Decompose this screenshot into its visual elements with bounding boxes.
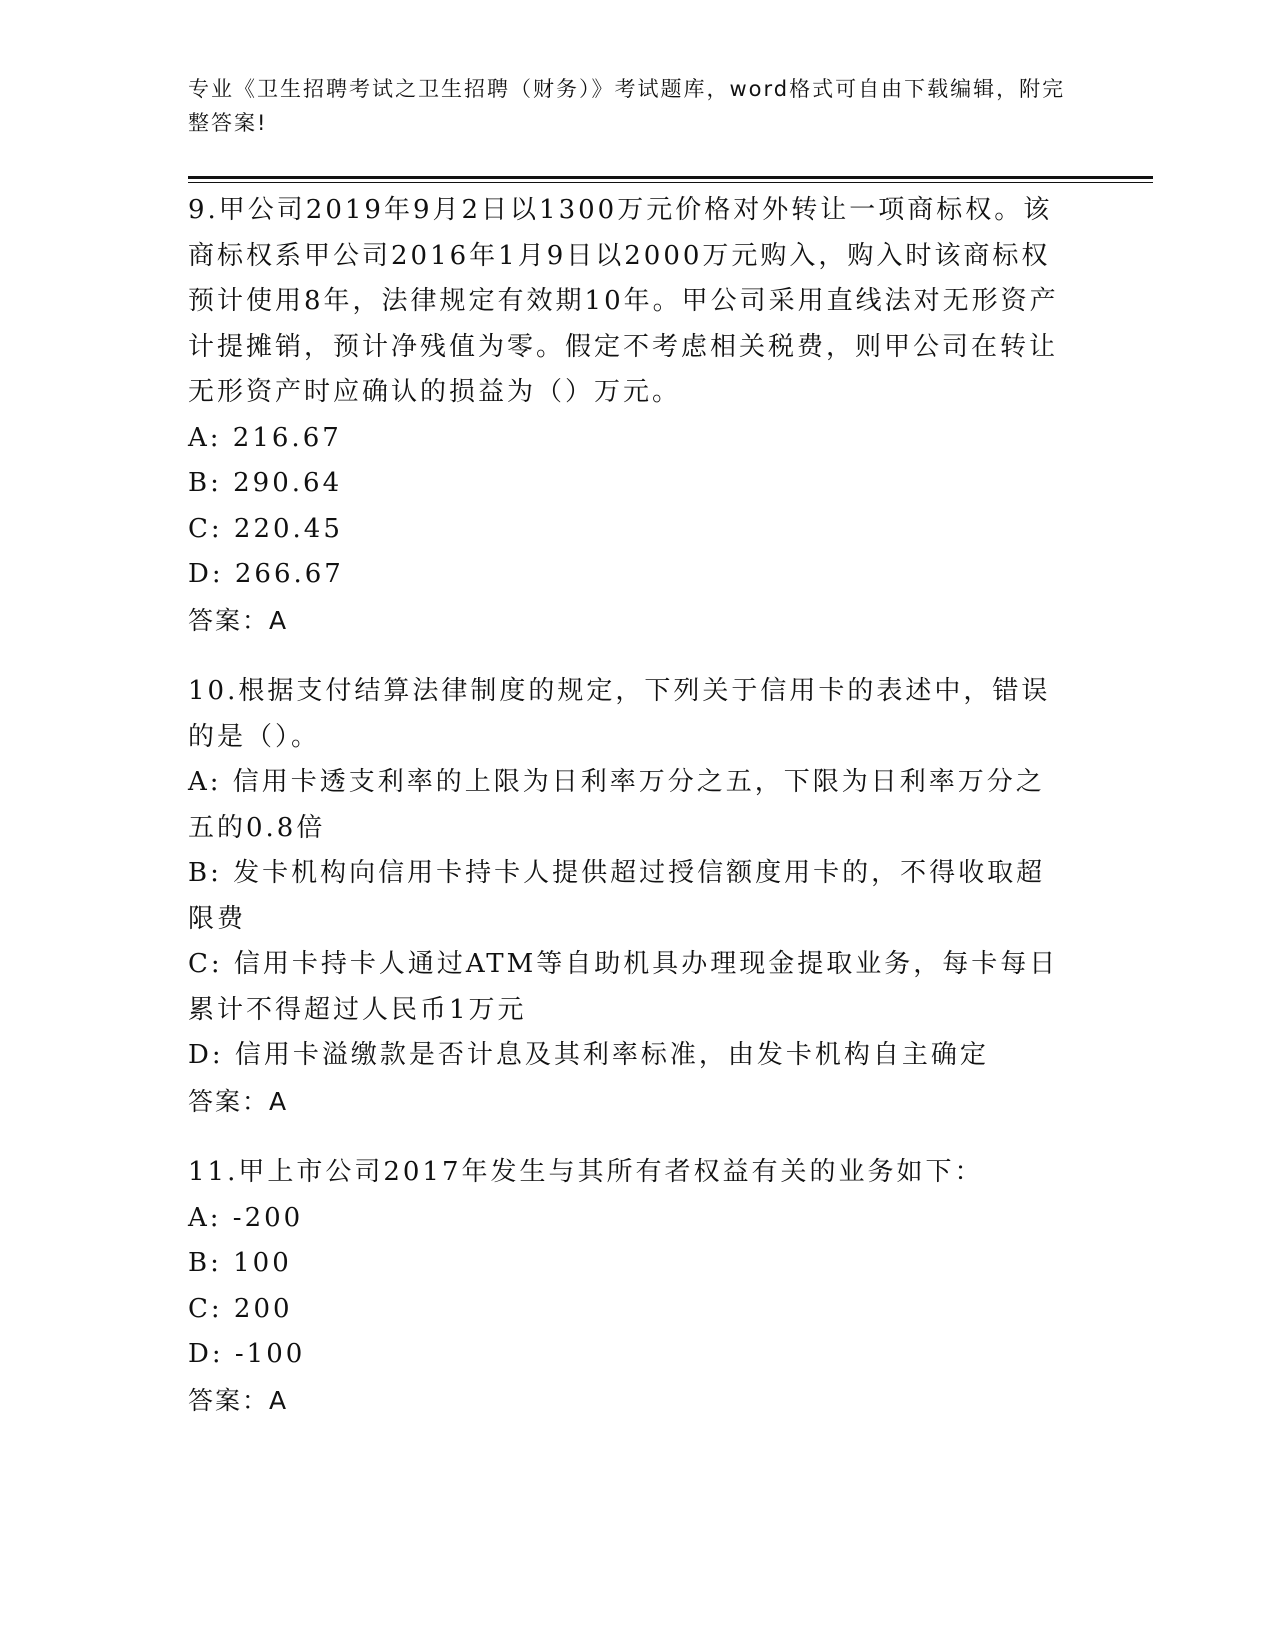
question-stem: 10.根据支付结算法律制度的规定，下列关于信用卡的表述中，错误的是（）。 <box>188 676 1051 752</box>
answer-line: 答案：A <box>188 605 289 635</box>
option-a: A: 信用卡透支利率的上限为日利率万分之五，下限为日利率万分之五的0.8倍 <box>188 767 1045 843</box>
question-list <box>188 188 1068 1449</box>
question-11 <box>188 1150 1068 1423</box>
document-header: 专业《卫生招聘考试之卫生招聘（财务）》考试题库，word格式可自由下载编辑，附完整答案! <box>188 77 1066 135</box>
option-b: B: 100 <box>188 1248 292 1278</box>
question-stem: 11.甲上市公司2017年发生与其所有者权益有关的业务如下： <box>188 1157 984 1187</box>
answer-line: 答案：A <box>188 1086 289 1116</box>
question-stem: 9.甲公司2019年9月2日以1300万元价格对外转让一项商标权。该商标权系甲公司2016年1月9日以2000万元购入，购入时该商标权预计使用8年，法律规定有效期10年。甲公司采用直线法对无形资产计提摊销，预计净残值为零。假定不考虑相关税费，则甲公司在转让无形资产时应确认的损益为（）万元。 <box>188 195 1059 407</box>
option-a: A: -200 <box>188 1202 304 1233</box>
option-d: D: 信用卡溢缴款是否计息及其利率标准，由发卡机构自主确定 <box>188 1040 989 1070</box>
option-d: D: 266.67 <box>188 559 344 589</box>
header-rule-thick <box>188 176 1153 179</box>
option-c: C: 220.45 <box>188 513 343 544</box>
option-c: C: 信用卡持卡人通过ATM等自助机具办理现金提取业务，每卡每日累计不得超过人民币1万元 <box>188 949 1059 1025</box>
option-c: C: 200 <box>188 1293 293 1324</box>
option-a: A: 216.67 <box>188 422 342 453</box>
question-9 <box>188 188 1068 643</box>
answer-line: 答案：A <box>188 1385 289 1415</box>
question-10 <box>188 669 1068 1124</box>
header-rule-thin <box>188 182 1153 183</box>
option-b: B: 290.64 <box>188 468 343 498</box>
option-d: D: -100 <box>188 1339 306 1369</box>
option-b: B: 发卡机构向信用卡持卡人提供超过授信额度用卡的，不得收取超限费 <box>188 858 1046 934</box>
